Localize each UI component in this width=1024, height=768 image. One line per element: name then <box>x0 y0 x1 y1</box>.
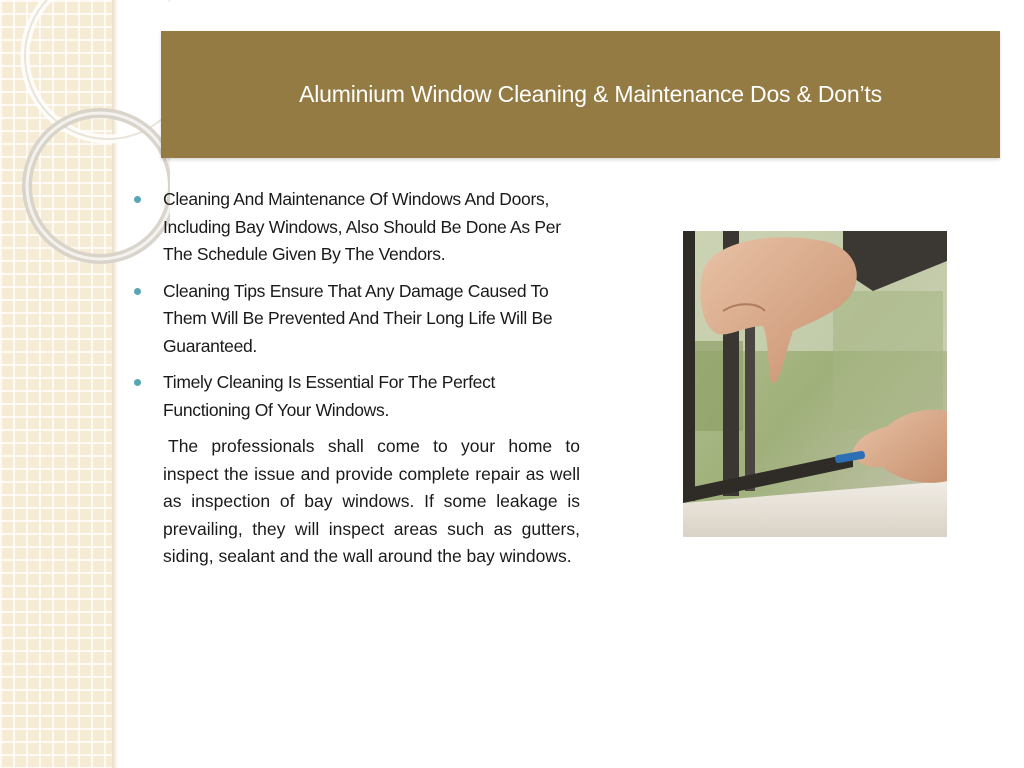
bullet-dot-icon <box>134 196 141 203</box>
bullet-list <box>132 186 580 424</box>
bullet-dot-icon <box>134 379 141 386</box>
slide-title: Aluminium Window Cleaning & Maintenance Dos & Don’ts <box>299 81 882 107</box>
body-paragraph: The professionals shall come to your home to inspect the issue and provide complete repair as well as inspection of bay windows. If some leakage is prevailing, they will inspect areas such as gutters, siding, sealant and the wall around the bay windows. <box>163 436 580 566</box>
content-area <box>132 186 580 571</box>
bullet-item <box>132 369 580 424</box>
bullet-text: Cleaning And Maintenance Of Windows And Doors, Including Bay Windows, Also Should Be Done As Per The Schedule Given By The Vendors. <box>163 189 561 264</box>
bullet-text: Timely Cleaning Is Essential For The Perfect Functioning Of Your Windows. <box>163 372 496 420</box>
bullet-text: Cleaning Tips Ensure That Any Damage Caused To Them Will Be Prevented And Their Long Life Will Be Guaranteed. <box>163 280 553 356</box>
bullet-item <box>132 278 580 361</box>
bullet-dot-icon <box>134 288 141 295</box>
title-banner <box>161 31 1000 158</box>
window-cleaning-photo <box>683 231 947 537</box>
bullet-item <box>132 186 580 269</box>
